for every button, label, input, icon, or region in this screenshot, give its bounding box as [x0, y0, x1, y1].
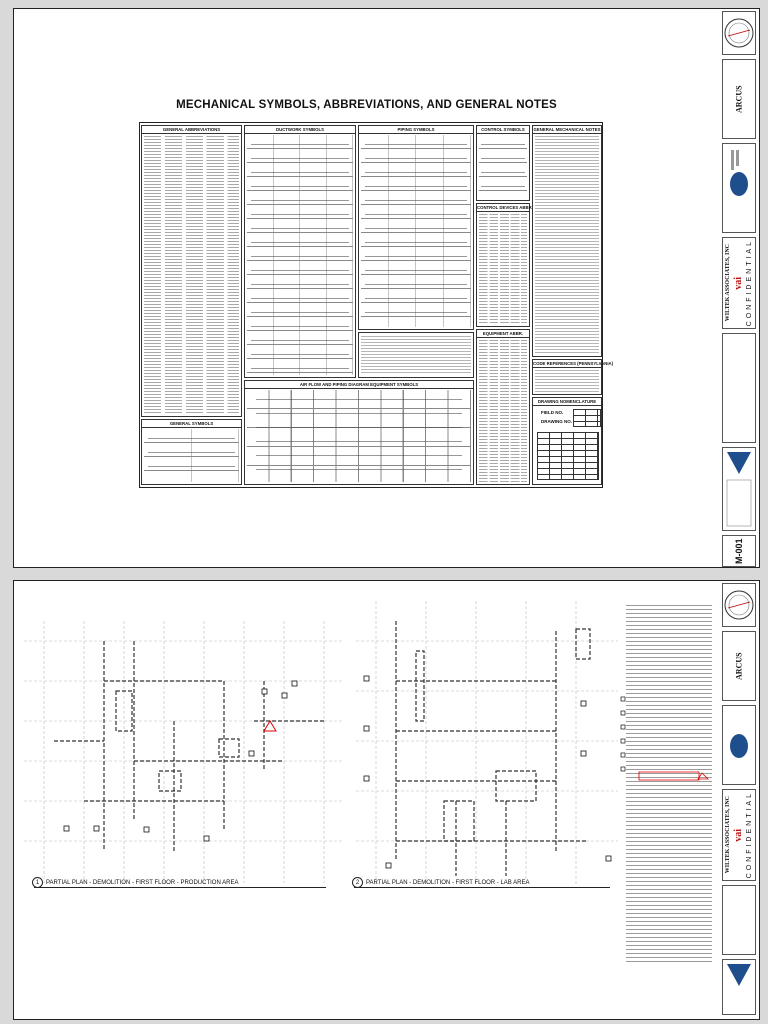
- ductwork-symbols-grid: [247, 135, 353, 375]
- piping-notes-panel: [358, 332, 474, 378]
- panel-heading: GENERAL MECHANICAL NOTES: [533, 127, 601, 132]
- confidential-label: CONFIDENTIAL: [746, 791, 753, 879]
- demolition-notes: [620, 595, 712, 965]
- seal-stamp-icon: [723, 12, 755, 54]
- panel-heading: AIR FLOW AND PIPING DIAGRAM EQUIPMENT SYMBOLS: [245, 381, 473, 389]
- panel-heading: EQUIPMENT ABBR.: [477, 330, 529, 338]
- firm-name: WILTEK ASSOCIATES, INC: [725, 244, 731, 322]
- vai-logo: vai: [733, 276, 744, 290]
- firm-name: WILTEK ASSOCIATES, INC: [725, 796, 731, 874]
- consultant-block: [722, 143, 756, 233]
- general-symbols-panel: [141, 419, 242, 485]
- project-logo-icon: [727, 964, 751, 986]
- nomenclature-boxes: [573, 409, 601, 427]
- consultant-logo-icon: [730, 734, 748, 758]
- code-references-text: [535, 369, 599, 392]
- ductwork-symbols-panel: [244, 125, 356, 378]
- seal: [722, 11, 756, 55]
- equipment-abbr-list: [479, 339, 527, 482]
- production-area-plan: [24, 621, 342, 883]
- equipment-abbr-panel: [476, 329, 530, 485]
- control-devices-panel: [476, 203, 533, 327]
- general-symbols-grid: [144, 429, 239, 482]
- piping-symbols-panel: [358, 125, 474, 330]
- arcus-logo: ARCUS: [722, 631, 756, 701]
- seal-stamp-icon: [723, 584, 755, 626]
- column-grid: [356, 601, 618, 886]
- sheet-demolition: [13, 580, 760, 1020]
- abbreviation-list: [144, 135, 239, 414]
- vai-logo: vai: [733, 828, 744, 842]
- panel-heading: DUCTWORK SYMBOLS: [245, 126, 355, 134]
- mechanical-notes-text: [535, 135, 599, 354]
- project-info-block: [722, 447, 756, 531]
- column-grid: [24, 621, 342, 883]
- revision-triangle-icon: [264, 721, 276, 731]
- panel-heading: PIPING SYMBOLS: [359, 126, 473, 134]
- revision-block: [722, 885, 756, 955]
- plan1-title: PARTIAL PLAN - DEMOLITION - FIRST FLOOR - PRODUCTION AREA: [46, 879, 239, 886]
- sheet-number: M-001: [722, 535, 756, 567]
- sheet-m001: [13, 8, 760, 568]
- panel-heading: GENERAL SYMBOLS: [142, 420, 241, 428]
- consultant-block: [722, 705, 756, 785]
- drawing-area: [14, 581, 721, 1019]
- panel-heading: CODE REFERENCES (PENNSYLVANIA): [533, 361, 614, 366]
- tag-boxes: [364, 676, 611, 868]
- title-block: [719, 581, 759, 1019]
- lab-area-plan: [356, 601, 618, 886]
- plan1-number: 1: [32, 877, 43, 888]
- code-references-panel: [532, 359, 614, 395]
- plan2-title: PARTIAL PLAN - DEMOLITION - FIRST FLOOR - LAB AREA: [366, 879, 530, 886]
- piping-symbols-grid: [361, 135, 471, 327]
- panel-heading: CONTROL DEVICES ABBR.: [477, 205, 533, 210]
- revision-cloud-icon: [638, 771, 712, 781]
- drawing-nomenclature-panel: [532, 397, 602, 485]
- nomenclature-table: [537, 432, 599, 480]
- confidential-label: CONFIDENTIAL: [746, 239, 753, 327]
- field-no-label: FIELD NO.: [541, 410, 564, 415]
- panel-heading: GENERAL ABBREVIATIONS: [142, 126, 241, 134]
- drawing-area: [14, 9, 721, 567]
- note-keys: [620, 695, 628, 775]
- plan2-number: 2: [352, 877, 363, 888]
- revision-block: [722, 333, 756, 443]
- sheet-title: MECHANICAL SYMBOLS, ABBREVIATIONS, AND GENERAL NOTES: [176, 99, 557, 111]
- firm-block: [722, 237, 756, 329]
- control-devices-list: [479, 213, 527, 324]
- plan1-caption-line: [34, 887, 326, 888]
- project-info-block: [722, 959, 756, 1015]
- control-symbols-grid: [479, 135, 527, 198]
- project-logo-icon: [727, 452, 751, 474]
- firm-block: [722, 789, 756, 881]
- control-symbols-panel: [476, 125, 530, 201]
- seal: [722, 583, 756, 627]
- air-flow-piping-panel: [244, 380, 474, 485]
- plan2-caption-line: [354, 887, 610, 888]
- legend-board: [139, 122, 614, 488]
- panel-heading: CONTROL SYMBOLS: [477, 126, 529, 134]
- demolition-notes-text: [626, 603, 712, 965]
- demolished-ductwork: [396, 621, 590, 876]
- drawing-no-label: DRAWING NO.: [541, 419, 572, 424]
- demolished-ductwork: [54, 641, 324, 851]
- title-block: [719, 9, 759, 567]
- arcus-logo: ARCUS: [722, 59, 756, 139]
- air-flow-symbols-grid: [247, 390, 471, 482]
- consultant-logo-icon: [730, 172, 748, 196]
- general-mechanical-notes-panel: [532, 125, 602, 357]
- general-abbreviations-panel: [141, 125, 242, 417]
- panel-heading: DRAWING NOMENCLATURE: [533, 398, 601, 406]
